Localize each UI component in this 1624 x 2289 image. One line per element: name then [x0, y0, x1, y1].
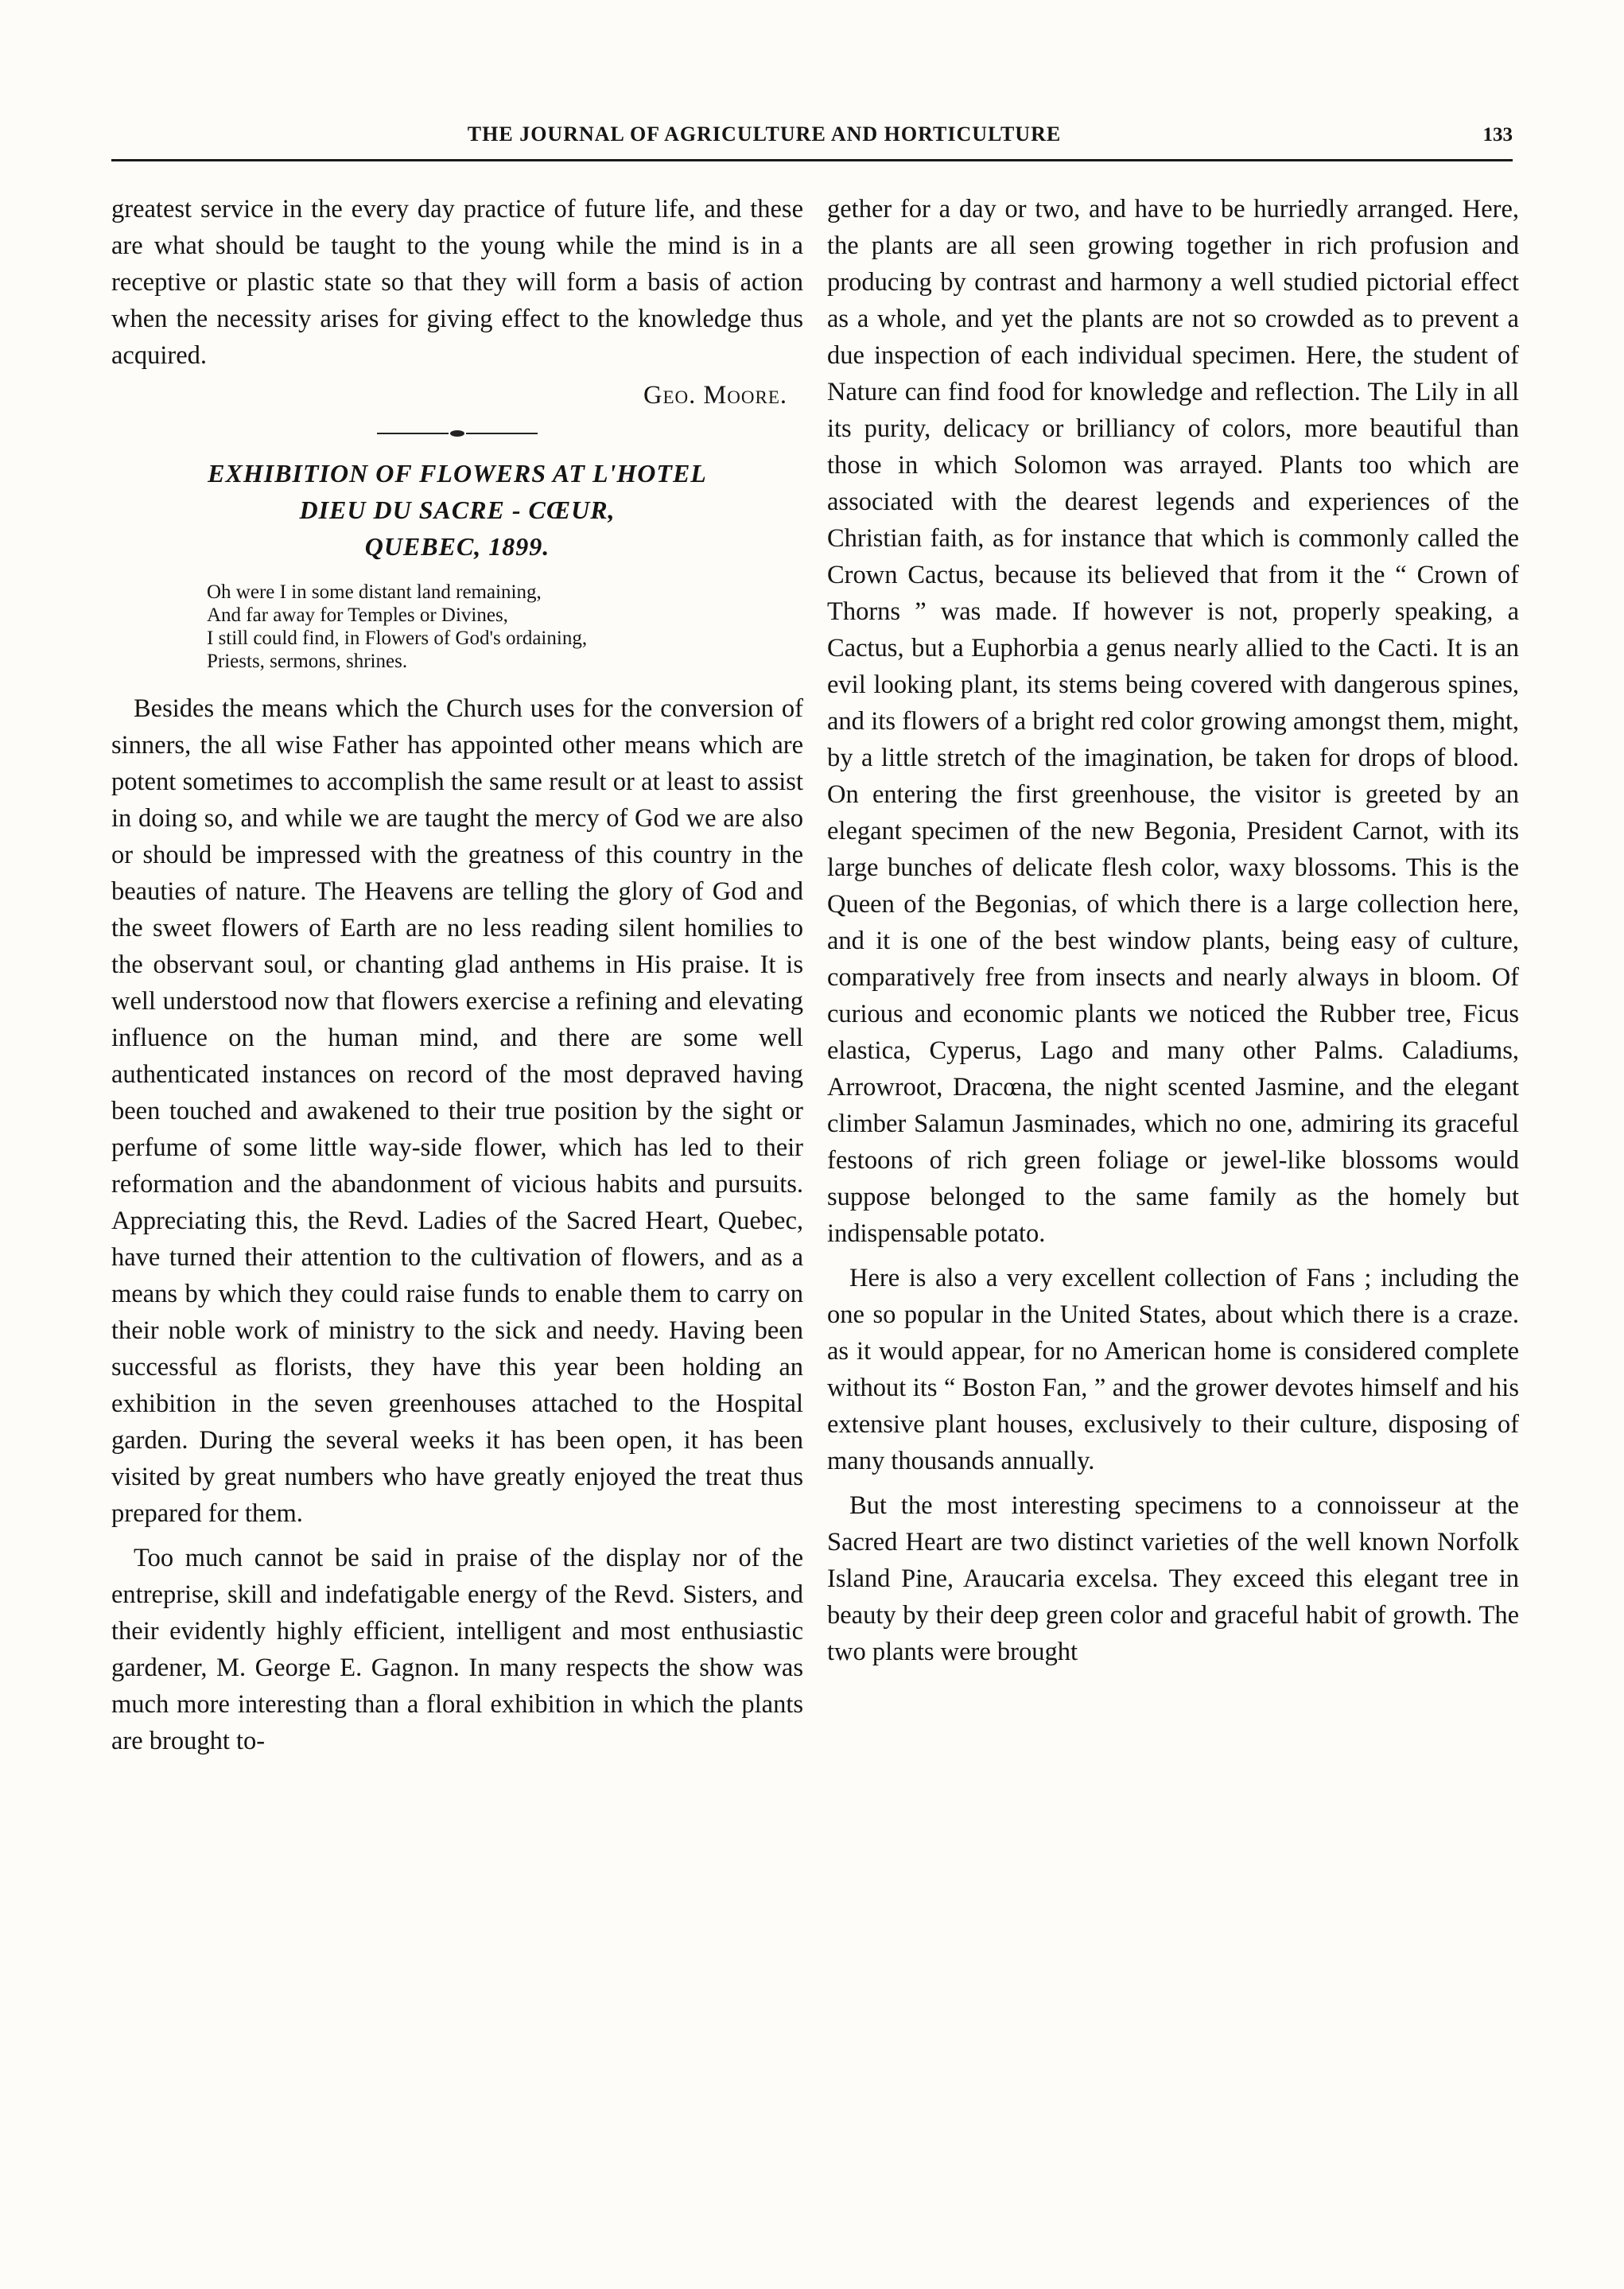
epigraph-line-3: I still could find, in Flowers of God's ordaining,	[207, 628, 588, 649]
epigraph-line-1: Oh were I in some distant land remaining,	[207, 581, 542, 603]
divider-line-right	[466, 433, 538, 434]
epigraph-line-2: And far away for Temples or Divines,	[207, 604, 508, 626]
body-paragraph: But the most interesting specimens to a connoisseur at the Sacred Heart are two distinct varieties of the well known Norfolk Island Pine, Araucaria excelsa. They exceed this elegant tree in beauty by their deep green color and graceful habit of growth. The two plants were brought	[827, 1491, 1519, 1666]
right-column	[827, 191, 1519, 1670]
body-paragraph: Besides the means which the Church uses for the conversion of sinners, the all wise Father has appointed other means which are potent sometimes to accomplish the same result or at least to assist in doing so, and while we are taught the mercy of God we are also or should be impressed with the greatness of this country in the beauties of nature. The Heavens are telling the glory of God and the sweet flowers of Earth are no less reading silent homilies to the observant soul, or chanting glad anthems in His praise. It is well understood now that flowers exercise a refining and elevating influence on the human mind, and there are some well authenticated instances on record of the most depraved having been touched and awakened to their true position by the sight or perfume of some little way-side flower, which has led to their reformation and the abandonment of vicious habits and pursuits. Appreciating this, the Revd. Ladies of the Sacred Heart, Quebec, have turned their attention to the cultivation of flowers, and as a means by which they could raise funds to enable them to carry on their noble work of ministry to the sick and needy. Having been successful as florists, they have this year been holding an exhibition in the seven greenhouses attached to the Hospital garden. During the several weeks it has been open, it has been visited by great numbers who have greatly enjoyed the treat thus prepared for them.	[111, 694, 803, 1528]
header-rule	[111, 159, 1513, 161]
intro-paragraph: greatest service in the every day practice of future life, and these are what should be taught to the young while the mind is in a receptive or plastic state so that they will form a basis of action when the necessity arises for giving effect to the knowledge thus acquired.	[111, 195, 803, 370]
divider-ornament-icon	[450, 430, 464, 437]
divider-line-left	[377, 433, 449, 434]
page-header	[111, 119, 1513, 159]
epigraph	[111, 581, 803, 673]
body-paragraph: Here is also a very excellent collection of Fans ; including the one so popular in the United States, about which there is a craze. as it would appear, for no American home is considered complete without its “ Boston Fan, ” and the grower devotes himself and his extensive plant houses, exclusively to their culture, disposing of many thousands annually.	[827, 1264, 1519, 1475]
epigraph-line-4: Priests, sermons, shrines.	[207, 651, 408, 672]
running-title: THE JOURNAL OF AGRICULTURE AND HORTICULTURE	[467, 122, 1062, 146]
article-title-line-2: DIEU DU SACRE - CŒUR,	[299, 495, 616, 524]
left-column	[111, 191, 803, 1759]
author-signature: Geo. Moore.	[643, 381, 787, 410]
section-divider	[111, 423, 803, 442]
article-title-line-1: EXHIBITION OF FLOWERS AT L'HOTEL	[208, 459, 707, 488]
page-number: 133	[1482, 124, 1513, 146]
article-title-line-3: QUEBEC, 1899.	[364, 532, 550, 561]
body-paragraph: Too much cannot be said in praise of the display nor of the entreprise, skill and indefatigable energy of the Revd. Sisters, and their evidently highly efficient, intelligent and most enthusiastic gardener, M. George E. Gagnon. In many respects the show was much more interesting than a floral exhibition in which the plants are brought to-	[111, 1544, 803, 1755]
article-title	[111, 455, 803, 565]
body-paragraph: gether for a day or two, and have to be hurriedly arranged. Here, the plants are all seen growing together in rich profusion and producing by contrast and harmony a well studied pictorial effect as a whole, and yet the plants are not so crowded as to prevent a due inspection of each individual specimen. Here, the student of Nature can find food for knowledge and reflection. The Lily in all its purity, delicacy or brilliancy of colors, more beautiful than those in which Solomon was arrayed. Plants too which are associated with the dearest legends and experiences of the Christian faith, as for instance that which is commonly called the Crown Cactus, because its believed that from it the “ Crown of Thorns ” was made. If however is not, properly speaking, a Cactus, but a Euphorbia a genus nearly allied to the Cacti. It is an evil looking plant, its stems being covered with dangerous spines, and its flowers of a bright red color growing amongst them, might, by a little stretch of the imagination, be taken for drops of blood. On entering the first greenhouse, the visitor is greeted by an elegant specimen of the new Begonia, President Carnot, with its large bunches of delicate flesh color, waxy blossoms. This is the Queen of the Begonias, of which there is a large collection here, and it is one of the best window plants, being easy of culture, comparatively free from insects and nearly always in bloom. Of curious and economic plants we noticed the Rubber tree, Ficus elastica, Cyperus, Lago and many other Palms. Caladiums, Arrowroot, Dracœna, the night scented Jasmine, and the elegant climber Salamun Jasminades, which no one, admiring its graceful festoons of rich green foliage or jewel-like blossoms would suppose belonged to the same family as the homely but indispensable potato.	[827, 195, 1519, 1248]
